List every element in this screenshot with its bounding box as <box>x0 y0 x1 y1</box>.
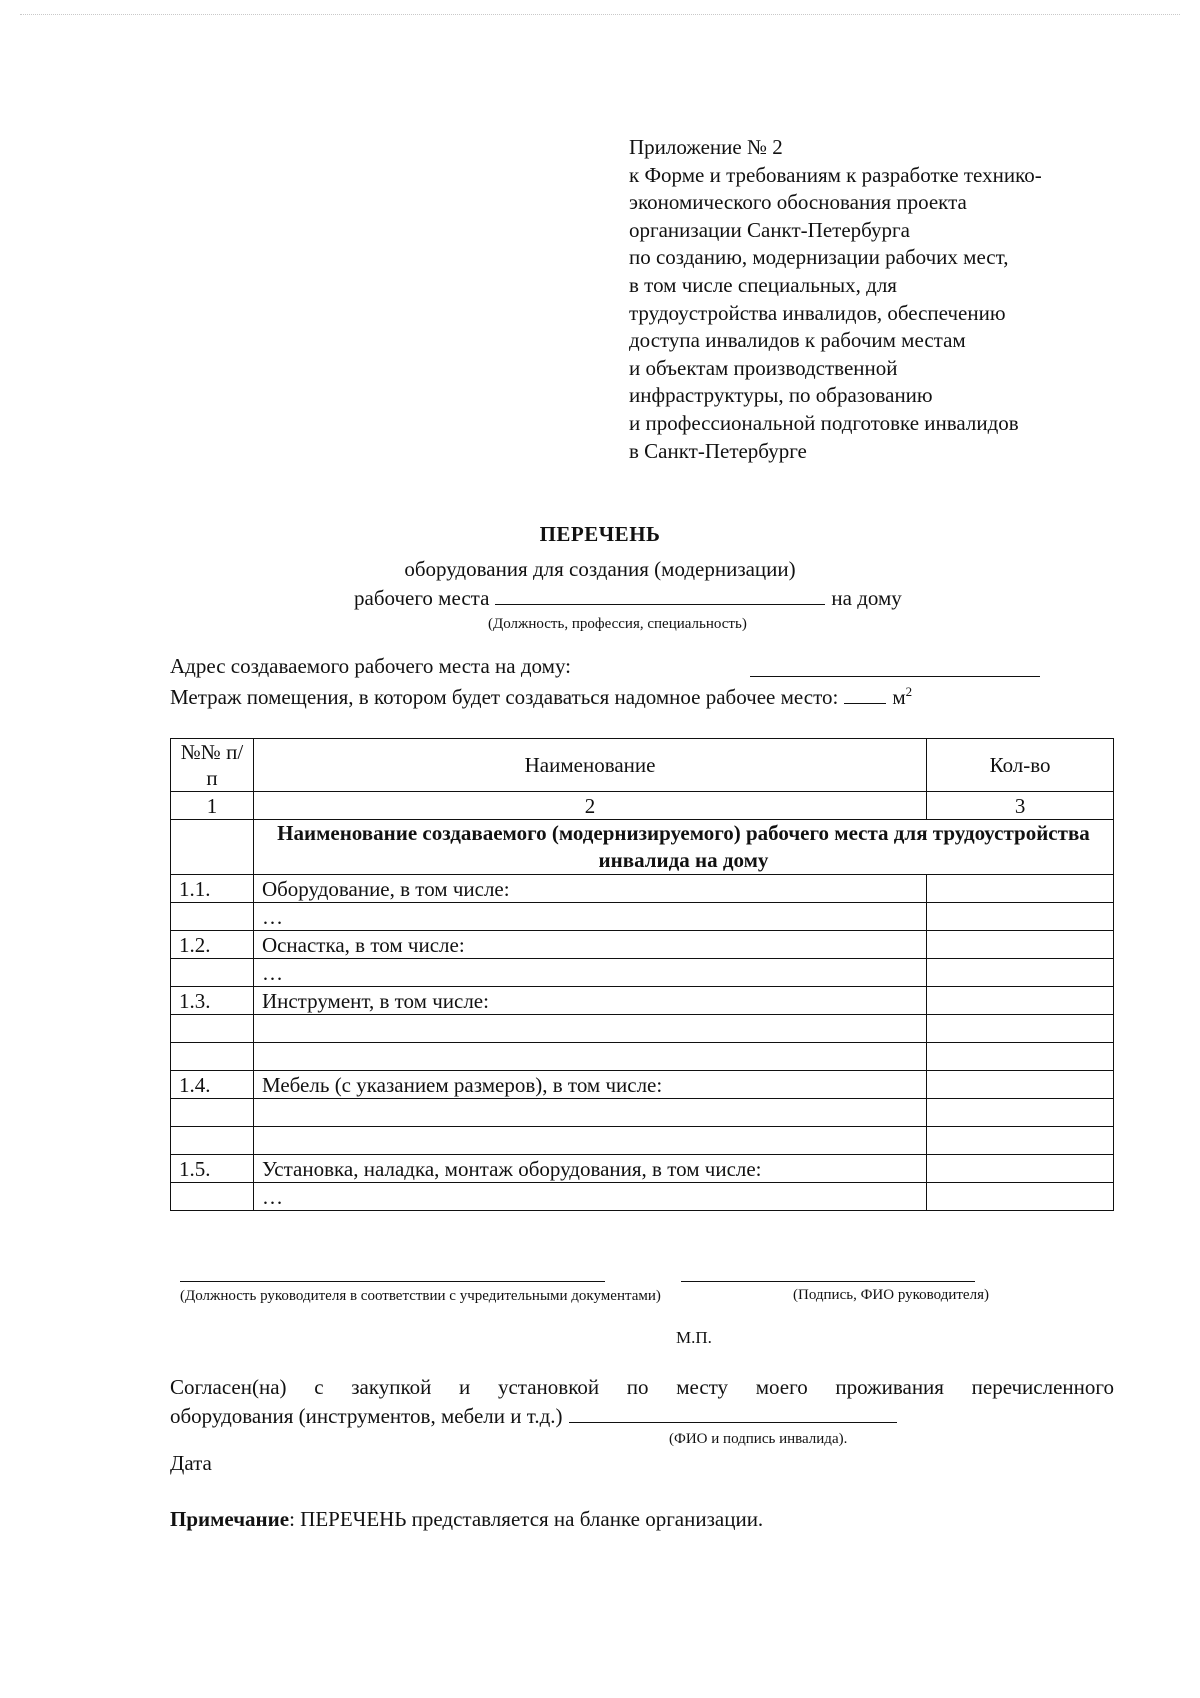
row-qty[interactable] <box>927 1127 1114 1155</box>
row-num: 1.2. <box>171 931 254 959</box>
table-row <box>171 1127 1114 1155</box>
note-label: Примечание <box>170 1507 290 1531</box>
table-row <box>171 987 1114 1015</box>
position-blank-field[interactable] <box>495 586 825 605</box>
row-num <box>171 1183 254 1211</box>
appendix-line: по созданию, модернизации рабочих мест, <box>629 245 1009 270</box>
workplace-prefix: рабочего места <box>354 586 490 610</box>
position-hint: (Должность, профессия, специальность) <box>488 616 747 632</box>
table-row <box>171 1071 1114 1099</box>
column-number: 1 <box>171 792 254 820</box>
area-unit-exponent: 2 <box>905 684 913 699</box>
row-name: Оснастка, в том числе: <box>253 931 926 959</box>
appendix-line: Приложение № 2 <box>629 135 783 159</box>
table-row <box>171 1183 1114 1211</box>
manager-position-signature-line[interactable] <box>180 1281 605 1282</box>
appendix-line: экономического обоснования проекта <box>629 190 967 215</box>
row-name[interactable] <box>253 1127 926 1155</box>
table-row <box>171 1015 1114 1043</box>
appendix-line: организации Санкт-Петербурга <box>629 217 910 242</box>
row-num: 1.3. <box>171 987 254 1015</box>
section-num-cell <box>171 820 254 875</box>
row-name: … <box>253 903 926 931</box>
address-label: Адрес создаваемого рабочего места на дому: <box>170 654 571 678</box>
row-num <box>171 1015 254 1043</box>
note <box>170 1507 763 1532</box>
area-blank-field[interactable] <box>844 685 886 704</box>
row-name: … <box>253 959 926 987</box>
address-blank-field[interactable] <box>750 676 1040 677</box>
row-qty[interactable] <box>927 1015 1114 1043</box>
manager-signature-caption: (Подпись, ФИО руководителя) <box>793 1287 989 1303</box>
row-name[interactable] <box>253 1015 926 1043</box>
appendix-line: к Форме и требованиям к разработке технико- <box>629 162 1042 187</box>
consent-line-1: Согласен(на) с закупкой и установкой по месту моего проживания перечисленного <box>170 1375 1114 1399</box>
row-name: Мебель (с указанием размеров), в том числе: <box>253 1071 926 1099</box>
row-qty[interactable] <box>927 1099 1114 1127</box>
row-qty[interactable] <box>927 959 1114 987</box>
consent-line-2-text: оборудования (инструментов, мебели и т.д.) <box>170 1404 563 1428</box>
equipment-table <box>170 738 1114 1211</box>
workplace-suffix: на дому <box>831 586 902 610</box>
row-name: Установка, наладка, монтаж оборудования, в том числе: <box>253 1155 926 1183</box>
row-num <box>171 1127 254 1155</box>
row-qty[interactable] <box>927 987 1114 1015</box>
document-subtitle: оборудования для создания (модернизации) <box>404 557 796 581</box>
area-unit: м <box>892 685 906 709</box>
table-row <box>171 1043 1114 1071</box>
appendix-line: в том числе специальных, для <box>629 272 897 297</box>
header-num: №№ п/п <box>171 739 254 792</box>
date-label: Дата <box>170 1451 212 1475</box>
row-name: … <box>253 1183 926 1211</box>
row-num: 1.5. <box>171 1155 254 1183</box>
row-qty[interactable] <box>927 903 1114 931</box>
row-name[interactable] <box>253 1043 926 1071</box>
section-row <box>171 820 1114 875</box>
document-title: ПЕРЕЧЕНЬ <box>539 522 661 546</box>
header-name: Наименование <box>253 739 926 792</box>
appendix-block <box>629 134 1099 465</box>
column-number: 3 <box>927 792 1114 820</box>
appendix-line: доступа инвалидов к рабочим местам <box>629 328 966 353</box>
row-qty[interactable] <box>927 1043 1114 1071</box>
table-row <box>171 931 1114 959</box>
consent-block <box>170 1373 1114 1431</box>
header-qty: Кол-во <box>927 739 1114 792</box>
row-qty[interactable] <box>927 1071 1114 1099</box>
consent-line-2 <box>170 1402 1114 1431</box>
row-num: 1.1. <box>171 875 254 903</box>
row-name[interactable] <box>253 1099 926 1127</box>
appendix-line: и объектам производственной <box>629 355 898 380</box>
row-num <box>171 1043 254 1071</box>
appendix-line: трудоустройства инвалидов, обеспечению <box>629 300 1006 325</box>
manager-signature-line[interactable] <box>681 1281 975 1282</box>
row-qty[interactable] <box>927 1183 1114 1211</box>
area-line <box>170 684 912 710</box>
row-qty[interactable] <box>927 875 1114 903</box>
appendix-line: и профессиональной подготовке инвалидов <box>629 410 1019 435</box>
stamp-place-label: М.П. <box>676 1328 712 1347</box>
section-title: Наименование создаваемого (модернизируемого) рабочего места для трудоустройства инвалида на дому <box>253 820 1113 875</box>
table-row <box>171 1155 1114 1183</box>
column-number-row <box>171 792 1114 820</box>
row-num <box>171 959 254 987</box>
consent-signature-hint: (ФИО и подпись инвалида). <box>669 1431 848 1447</box>
disabled-person-signature-field[interactable] <box>569 1404 897 1423</box>
row-name: Инструмент, в том числе: <box>253 987 926 1015</box>
note-text: : ПЕРЕЧЕНЬ представляется на бланке организации. <box>289 1507 764 1531</box>
table-row <box>171 1099 1114 1127</box>
table-row <box>171 959 1114 987</box>
row-num <box>171 903 254 931</box>
row-num: 1.4. <box>171 1071 254 1099</box>
area-label: Метраж помещения, в котором будет создаваться надомное рабочее место: <box>170 685 839 709</box>
row-num <box>171 1099 254 1127</box>
workplace-line <box>354 586 902 611</box>
table-row <box>171 903 1114 931</box>
row-qty[interactable] <box>927 1155 1114 1183</box>
appendix-line: инфраструктуры, по образованию <box>629 383 933 408</box>
manager-position-caption: (Должность руководителя в соответствии с учредительными документами) <box>180 1288 661 1304</box>
column-number: 2 <box>253 792 926 820</box>
table-row <box>171 875 1114 903</box>
scan-artifact <box>20 14 1180 17</box>
row-qty[interactable] <box>927 931 1114 959</box>
appendix-line: в Санкт-Петербурге <box>629 438 807 463</box>
row-name: Оборудование, в том числе: <box>253 875 926 903</box>
table-header-row <box>171 739 1114 792</box>
